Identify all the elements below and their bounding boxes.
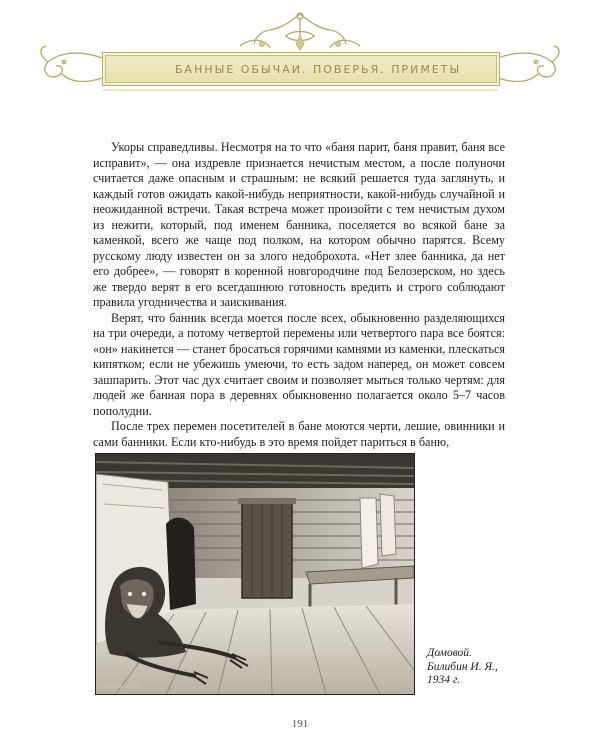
paragraph: Укоры справедливы. Несмотря на то что «баня парит, баня правит, баня все исправит», — она издревле признается нечистым местом, а после полуночи считается даже опасным и страшным: не всякий решается туда заглянуть, и каждый готов ожидать какой-нибудь неприятности, какой-нибудь случайной и неожиданной встречи. Такая встреча может произойти с тем нечистым духом из нежити, который, под именем банника, поселяется во всякой бане за каменкой, всего же чаще под полком, на котором обычно парятся. Всему русскому люду известен он за злого недоброхота. «Нет злее банника, да нет его добрее», — говорят в коренной новгородчине под Белозерском, но здесь же твердо верят в его всегдашнюю готовность вредить и строго соблюдают правила угодничества и заискивания. [93, 140, 505, 309]
chapter-title: БАННЫЕ ОБЫЧАИ. ПОВЕРЬЯ. ПРИМЕТЫ [175, 62, 462, 76]
illustration-caption [427, 647, 527, 688]
paragraph: Верят, что банник всегда моется после всех, обыкновенно разделяющихся на три очереди, а потому четвертой перемены или четвертого пара все боятся: «он» накинется — станет бросаться горячими камнями из каменки, плескаться кипятком; если не убежишь умеючи, то есть задом наперед, он может совсем зашпарить. Этот час дух считает своим и позволяет мыться только чертям: для людей же банная пора в деревнях обыкновенно полагается около 5–7 часов пополудни. [93, 310, 505, 418]
caption-line: Домовой. [427, 647, 472, 659]
illustration-domovoy [95, 453, 415, 695]
illustration-drawing [96, 454, 414, 694]
artist-signature: I. Bilibine 1934 [100, 684, 138, 690]
body-text [93, 140, 505, 450]
caption-line: Билибин И. Я., [427, 660, 498, 673]
chapter-banner [102, 52, 500, 86]
page-number: 191 [291, 718, 309, 730]
caption-line: 1934 г. [427, 674, 461, 686]
paragraph: После трех перемен посетителей в бане моются черти, лешие, овинники и сами банники. Если кто-нибудь в это время пойдет париться в баню, [93, 419, 505, 449]
